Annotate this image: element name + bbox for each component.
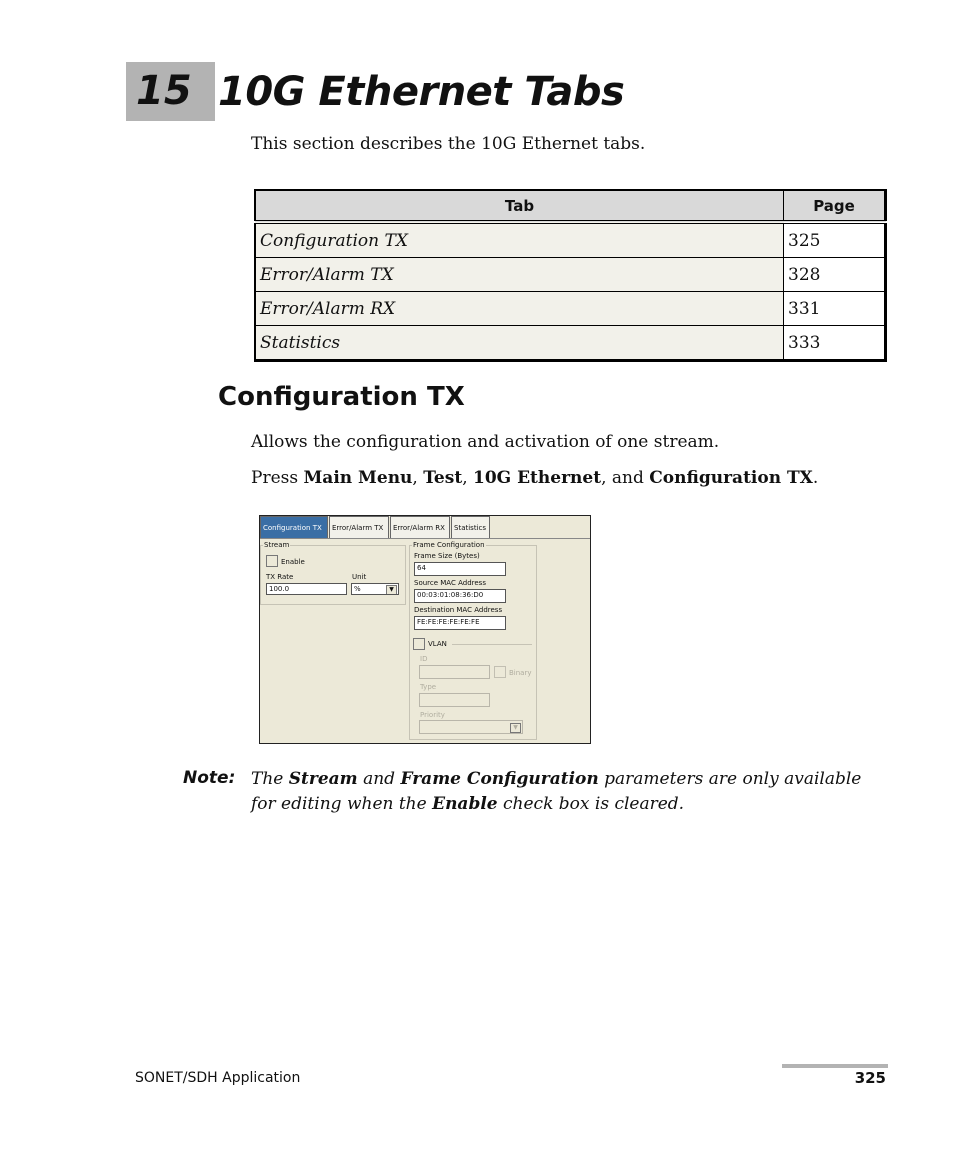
page-number: 333 <box>784 326 886 361</box>
header-page: Page <box>784 190 886 222</box>
tab-bar <box>260 516 491 538</box>
enable-label: Enable <box>281 558 305 566</box>
footer-rule <box>782 1064 888 1068</box>
page-number-footer: 325 <box>854 1069 886 1087</box>
tab-configuration-tx[interactable]: Configuration TX <box>260 516 328 538</box>
frame-size-input[interactable]: 64 <box>414 562 506 576</box>
chevron-down-icon: ▼ <box>510 723 521 733</box>
stream-group-label: Stream <box>264 541 290 549</box>
intro-text: This section describes the 10G Ethernet tabs. <box>251 134 646 154</box>
note-part: and <box>357 769 401 789</box>
page-number: 328 <box>784 258 886 292</box>
unit-value: % <box>354 585 361 593</box>
vlan-checkbox[interactable] <box>413 638 425 650</box>
tx-rate-input[interactable]: 100.0 <box>266 583 347 595</box>
source-mac-input[interactable]: 00:03:01:08:36:D0 <box>414 589 506 603</box>
note-bold-stream: Stream <box>288 769 358 789</box>
tab-name: Configuration TX <box>255 222 784 258</box>
unit-select[interactable] <box>351 583 399 595</box>
page-number: 325 <box>784 222 886 258</box>
tab-name: Error/Alarm TX <box>255 258 784 292</box>
frame-size-label: Frame Size (Bytes) <box>414 552 480 560</box>
configuration-pane <box>260 538 590 743</box>
table-row <box>255 292 886 326</box>
press-prefix: Press <box>251 468 304 488</box>
press-suffix: . <box>812 468 819 488</box>
note-bold-frame-configuration: Frame Configuration <box>400 769 599 789</box>
tab-statistics[interactable]: Statistics <box>451 516 490 538</box>
vlan-priority-label: Priority <box>420 711 445 719</box>
binary-label: Binary <box>509 669 532 677</box>
menu-item-test: Test <box>423 468 463 488</box>
enable-checkbox[interactable] <box>266 555 278 567</box>
vlan-id-input <box>419 665 490 679</box>
vlan-priority-select <box>419 720 523 734</box>
note-part: The <box>251 769 289 789</box>
tabs-table <box>254 189 887 362</box>
menu-item-configuration-tx: Configuration TX <box>649 468 813 488</box>
chapter-title: 10G Ethernet Tabs <box>218 69 625 115</box>
note-text <box>251 767 891 817</box>
table-row <box>255 326 886 361</box>
vlan-label: VLAN <box>428 640 447 648</box>
section-heading: Configuration TX <box>218 382 465 412</box>
footer-title: SONET/SDH Application <box>135 1070 301 1086</box>
frame-configuration-label: Frame Configuration <box>413 541 485 549</box>
table-row <box>255 222 886 258</box>
note-part: parameters are only available for editing when the <box>251 769 862 814</box>
note-label: Note: <box>183 768 236 788</box>
note-part: check box is cleared. <box>497 794 685 814</box>
press-instruction <box>251 467 818 489</box>
destination-mac-label: Destination MAC Address <box>414 606 503 614</box>
note-bold-enable: Enable <box>432 794 498 814</box>
tx-rate-label: TX Rate <box>266 573 294 581</box>
source-mac-label: Source MAC Address <box>414 579 486 587</box>
tab-error-alarm-rx[interactable]: Error/Alarm RX <box>390 516 450 538</box>
header-tab: Tab <box>255 190 784 222</box>
table-row <box>255 258 886 292</box>
section-description: Allows the configuration and activation of one stream. <box>251 432 720 452</box>
menu-item-main-menu: Main Menu <box>303 468 413 488</box>
menu-item-10g-ethernet: 10G Ethernet <box>473 468 602 488</box>
vlan-type-input <box>419 693 490 707</box>
vlan-divider <box>452 644 532 645</box>
vlan-id-label: ID <box>420 655 428 663</box>
press-separator: , and <box>601 468 650 488</box>
configuration-tx-screenshot <box>259 515 591 744</box>
binary-checkbox <box>494 666 506 678</box>
page-number: 331 <box>784 292 886 326</box>
table-header-row <box>255 190 886 222</box>
chapter-number: 15 <box>126 62 215 121</box>
unit-label: Unit <box>352 573 367 581</box>
vlan-type-label: Type <box>420 683 437 691</box>
destination-mac-input[interactable]: FE:FE:FE:FE:FE:FE <box>414 616 506 630</box>
chevron-down-icon[interactable]: ▼ <box>386 585 397 595</box>
tab-name: Statistics <box>255 326 784 361</box>
press-separator: , <box>412 468 424 488</box>
press-separator: , <box>462 468 473 488</box>
tab-error-alarm-tx[interactable]: Error/Alarm TX <box>329 516 389 538</box>
tab-name: Error/Alarm RX <box>255 292 784 326</box>
